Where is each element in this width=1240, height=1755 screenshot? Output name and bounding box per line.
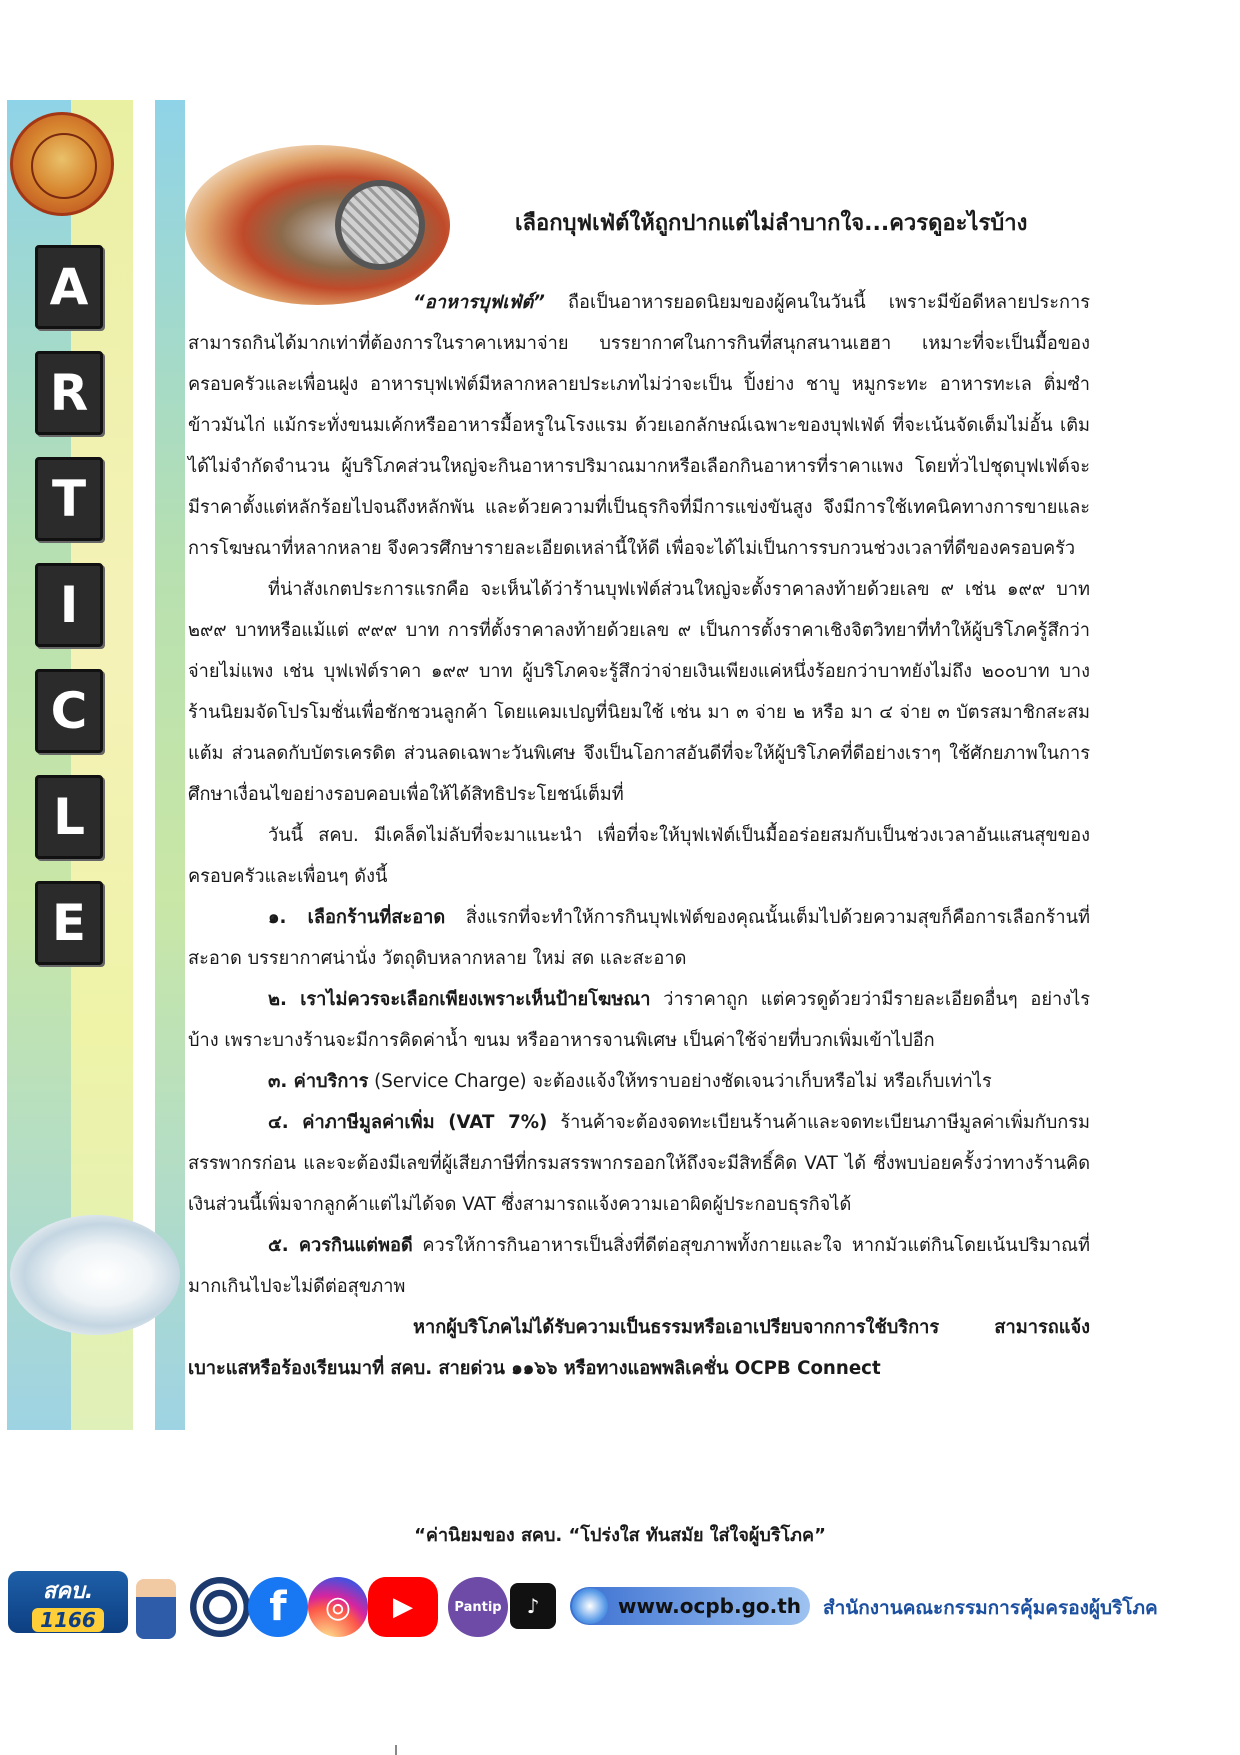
tip-3-body: (Service Charge) จะต้องแจ้งให้ทราบอย่างชัดเจนว่าเก็บหรือไม่ หรือเก็บเท่าไร <box>368 1071 992 1092</box>
article-title: เลือกบุฟเฟ่ต์ให้ถูกปากแต่ไม่ลำบากใจ...ควรดูอะไรบ้าง <box>515 211 1028 236</box>
tip-3-head: ๓. ค่าบริการ <box>268 1071 369 1092</box>
footer-bar <box>8 1565 1233 1655</box>
letter-tile-e: E <box>35 881 103 965</box>
tip-2-body: ว่าราคาถูก แต่ควรดูด้วยว่ามีรายละเอียดอื่นๆ อย่างไรบ้าง เพราะบางร้านจะมีการคิดค่าน้ำ ขนม หรืออาหารจานพิเศษ เป็นค่าใช้จ่ายที่บวกเพิ่มเข้าไปอีก <box>188 989 1090 1051</box>
tip-4 <box>188 1102 1090 1225</box>
ocpb-motto: “ค่านิยมของ สคบ. “โปร่งใส ทันสมัย ใส่ใจผู้บริโภค” <box>414 1525 826 1546</box>
youtube-icon[interactable]: ▶ <box>368 1577 438 1637</box>
closing-paragraph: หากผู้บริโภคไม่ได้รับความเป็นธรรมหรือเอาเปรียบจากการใช้บริการ สามารถแจ้งเบาะแสหรือร้องเรียนมาที่ สคบ. สายด่วน ๑๑๖๖ หรือทางแอพพลิเคชั่น OCPB Connect <box>188 1317 1090 1379</box>
tip-4-head: ๔. ค่าภาษีมูลค่าเพิ่ม (VAT 7%) <box>268 1112 548 1133</box>
intro-text: ถือเป็นอาหารยอดนิยมของผู้คนในวันนี้ เพราะมีข้อดีหลายประการ สามารถกินได้มากเท่าที่ต้องการในราคาเหมาจ่าย บรรยากาศในการกินที่สนุกสนานเฮฮา เหมาะที่จะเป็นมื้อของครอบครัวและเพื่อนฝูง อาหารบุฟเฟ่ต์มีหลากหลายประเภทไม่ว่าจะเป็น ปิ้งย่าง ชาบู หมูกระทะ อาหารทะเล ติ่มซำ ข้าวมันไก่ แม้กระทั่งขนมเค้กหรืออาหารมื้อหรูในโรงแรม ด้วยเอกลักษณ์เฉพาะของบุฟเฟ่ต์ ที่จะเน้นจัดเต็มไม่อั้น เติมได้ไม่จำกัดจำนวน ผู้บริโภคส่วนใหญ่จะกินอาหารปริมาณมากหรือเลือกกินอาหารที่ราคาแพง โดยทั่วไปชุดบุฟเฟ่ต์จะมีราคาตั้งแต่หลักร้อยไปจนถึงหลักพัน และด้วยความที่เป็นธุรกิจที่มีการแข่งขันสูง จึงมีการใช้เทคนิคทางการขายและการโฆษณาที่หลากหลาย จึงควรศึกษารายละเอียดเหล่านี้ให้ดี เพื่อจะได้ไม่เป็นการรบกวนช่วงเวลาที่ดีของครอบครัว <box>188 292 1090 559</box>
instagram-icon[interactable]: ◎ <box>308 1577 368 1637</box>
letter-tile-a: A <box>35 245 103 329</box>
letter-tile-r: R <box>35 351 103 435</box>
seal-emblem <box>31 133 97 199</box>
tip-1-head: ๑. เลือกร้านที่สะอาด <box>268 907 446 928</box>
article-body <box>188 282 1090 1389</box>
tip-1-body: สิ่งแรกที่จะทำให้การกินบุฟเฟ่ต์ของคุณนั้นเต็มไปด้วยความสุขก็คือการเลือกร้านที่สะอาด บรรยากาศน่านั่ง วัตถุดิบหลากหลาย ใหม่ สด และสะอาด <box>188 907 1090 969</box>
buffet-food-image <box>185 145 450 305</box>
tip-2-head: ๒. เราไม่ควรจะเลือกเพียงเพราะเห็นป้ายโฆษณา <box>268 989 651 1010</box>
organization-name: สำนักงานคณะกรรมการคุ้มครองผู้บริโภค <box>823 1597 1158 1619</box>
tip-2 <box>188 979 1090 1061</box>
tip-1 <box>188 897 1090 979</box>
intro-lead: “อาหารบุฟเฟ่ต์” <box>413 292 545 313</box>
website-link[interactable] <box>570 1587 810 1625</box>
facebook-icon[interactable]: f <box>248 1577 308 1637</box>
pantip-icon[interactable]: Pantip <box>448 1577 508 1637</box>
hotline-number: 1166 <box>32 1608 104 1632</box>
intro-paragraph <box>188 282 1090 569</box>
paragraph-3: วันนี้ สคบ. มีเคล็ดไม่ลับที่จะมาแนะนำ เพื่อที่จะให้บุฟเฟ่ต์เป็นมื้ออร่อยสมกับเป็นช่วงเวลาอันแสนสุขของครอบครัวและเพื่อนๆ ดังนี้ <box>188 825 1090 887</box>
tip-4-body: ร้านค้าจะต้องจดทะเบียนร้านค้าและจดทะเบียนภาษีมูลค่าเพิ่มกับกรมสรรพากรก่อน และจะต้องมีเลขที่ผู้เสียภาษีที่กรมสรรพากรออกให้ถึงจะมีสิทธิ์คิด VAT ได้ ซึ่งพบบ่อยครั้งว่าทางร้านคิดเงินส่วนนี้เพิ่มจากลูกค้าแต่ไม่ได้จด VAT ซึ่งสามารถแจ้งความเอาผิดผู้ประกอบธุรกิจได้ <box>188 1112 1091 1215</box>
ocpb-seal-logo <box>10 112 114 216</box>
paragraph-2: ที่น่าสังเกตประการแรกคือ จะเห็นได้ว่าร้านบุฟเฟ่ต์ส่วนใหญ่จะตั้งราคาลงท้ายด้วยเลข ๙ เช่น ๑๙๙ บาท ๒๙๙ บาทหรือแม้แต่ ๙๙๙ บาท การที่ตั้งราคาลงท้ายด้วยเลข ๙ เป็นการตั้งราคาเชิงจิตวิทยาที่ทำให้ผู้บริโภครู้สึกว่าจ่ายไม่แพง เช่น บุฟเฟ่ต์ราคา ๑๙๙ บาท ผู้บริโภคจะรู้สึกว่าจ่ายเงินเพียงแค่หนึ่งร้อยกว่าบาทยังไม่ถึง ๒๐๐บาท บางร้านนิยมจัดโปรโมชั่นเพื่อชักชวนลูกค้า โดยแคมเปญที่นิยมใช้ เช่น มา ๓ จ่าย ๒ หรือ มา ๔ จ่าย ๓ บัตรสมาชิกสะสมแต้ม ส่วนลดกับบัตรเครดิต ส่วนลดเฉพาะวันพิเศษ จึงเป็นโอกาสอันดีที่จะให้ผู้บริโภคที่ดีอย่างเราๆ ใช้ศักยภาพในการศึกษาเงื่อนไขอย่างรอบคอบเพื่อให้ได้สิทธิประโยชน์เต็มที่ <box>188 579 1090 805</box>
ocpb-connect-icon[interactable] <box>190 1577 250 1637</box>
mascot-icon <box>136 1579 176 1639</box>
hotline-label: สคบ. <box>42 1578 94 1604</box>
hotline-badge <box>8 1571 128 1633</box>
tiktok-icon[interactable]: ♪ <box>510 1583 556 1629</box>
letter-tile-l: L <box>35 775 103 859</box>
scan-mark <box>395 1745 397 1755</box>
letter-tile-c: C <box>35 669 103 753</box>
letter-tile-t: T <box>35 457 103 541</box>
receipt-image <box>10 1215 180 1335</box>
globe-icon <box>572 1588 608 1624</box>
tip-3 <box>188 1061 1090 1102</box>
tip-5-body: ควรให้การกินอาหารเป็นสิ่งที่ดีต่อสุขภาพทั้งกายและใจ หากมัวแต่กินโดยเน้นปริมาณที่มากเกินไปจะไม่ดีต่อสุขภาพ <box>188 1235 1090 1297</box>
tip-5-head: ๕. ควรกินแต่พอดี <box>268 1235 413 1256</box>
tip-5 <box>188 1225 1090 1307</box>
website-url: www.ocpb.go.th <box>618 1594 802 1618</box>
letter-tile-i: I <box>35 563 103 647</box>
article-letters <box>35 245 105 987</box>
